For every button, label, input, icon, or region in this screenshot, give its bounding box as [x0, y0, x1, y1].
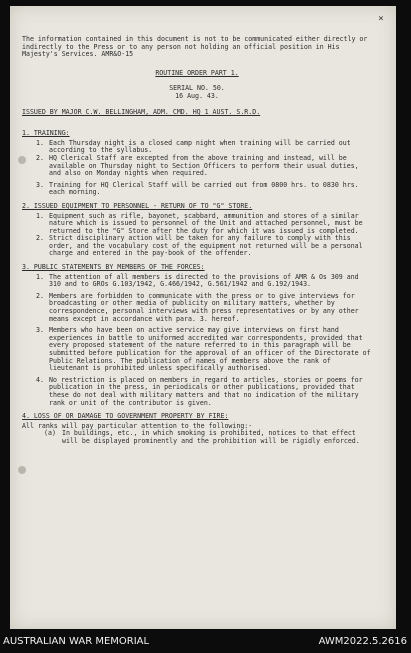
item-text: The attention of all members is directed to the provisions of AMR & Os 309 and 310 and to GROs G.103/1942, G.466/1942, G.561/1942 and G.192/1943.	[49, 272, 359, 289]
list-item	[22, 235, 372, 258]
item-text: Strict disciplinary action will be taken for any failure to comply with this order, and the vocabulary cost of the equipment not returned will be a personal charge and entered in the pay-book of the offender.	[49, 234, 363, 258]
list-item	[22, 430, 372, 445]
item-number: 2.	[36, 153, 44, 162]
item-text: In buildings, etc., in which smoking is prohibited, notices to that effect will be displayed prominently and the prohibition will be rigidly enforced.	[62, 429, 360, 445]
section-heading: 2. ISSUED EQUIPMENT TO PERSONNEL - RETURN OF TO "G" STORE.	[22, 201, 253, 210]
item-number: 3.	[36, 180, 44, 189]
item-text: HQ Clerical Staff are excepted from the above training and instead, will be available on Thursday night to Section Officers to perform their usual duties, and also on Monday nights when required.	[49, 153, 359, 178]
list-item	[22, 327, 372, 373]
list-item	[22, 155, 372, 178]
item-number: 3.	[36, 326, 44, 335]
corner-mark: ×	[378, 14, 384, 24]
item-number: 1.	[36, 138, 44, 147]
document-title: ROUTINE ORDER PART 1.	[155, 68, 239, 77]
confidentiality-notice: The information contained in this document is not to be communicated either directly or indirectly to the Press or to any person not holding an official position in His Majesty's Services. AMR&O-15	[22, 35, 368, 59]
item-number: (a)	[44, 429, 56, 438]
item-text: Training for HQ Clerical Staff will be carried out from 0800 hrs. to 0830 hrs. each morning.	[49, 180, 359, 197]
punch-hole	[18, 466, 26, 474]
section-issued-equipment	[22, 203, 372, 258]
section-heading: 4. LOSS OF OR DAMAGE TO GOVERNMENT PROPERTY BY FIRE:	[22, 412, 229, 421]
item-text: Equipment such as rifle, bayonet, scabbard, ammunition and stores of a similar nature which is issued to personnel of the Unit and attached personnel, must be returned to the "G" Store after the duty for which it was issued is completed.	[49, 211, 363, 235]
item-text: No restriction is placed on members in regard to articles, stories or poems for publication in the press, in periodicals or other publications, provided that these do not deal with military matters and that no indication of the military rank or unit of the contributor is given.	[49, 375, 363, 407]
item-number: 4.	[36, 375, 44, 384]
list-item	[22, 377, 372, 407]
item-text: Members are forbidden to communicate with the press or to give interviews for broadcasting or other media of publicity on military matters, whether by correspondence, personal interviews with press representatives or by any other means except in accordance with para. 3. hereof.	[49, 291, 359, 323]
archive-reference: AWM2022.5.2616	[318, 636, 407, 647]
item-number: 1.	[36, 211, 44, 220]
list-item	[22, 140, 372, 155]
item-number: 2.	[36, 291, 44, 300]
section-training	[22, 130, 372, 197]
section-heading: 3. PUBLIC STATEMENTS BY MEMBERS OF THE FORCES:	[22, 263, 205, 272]
issued-by: ISSUED BY MAJOR C.W. BELLINGHAM, ADM. CMD. HQ 1 AUST. S.R.D.	[22, 107, 261, 116]
document-body	[22, 36, 372, 446]
list-item	[22, 293, 372, 323]
list-item	[22, 182, 372, 197]
archive-name: AUSTRALIAN WAR MEMORIAL	[3, 636, 150, 647]
item-text: Each Thursday night is a closed camp night when training will be carried out according to the syllabus.	[49, 138, 351, 155]
list-item	[22, 274, 372, 289]
serial-number: SERIAL NO. 50.	[169, 84, 225, 93]
section-public-statements	[22, 264, 372, 407]
document-date: 16 Aug. 43.	[175, 91, 219, 100]
section-heading: 1. TRAINING:	[22, 129, 70, 138]
item-text: Members who have been on active service may give interviews on first hand experiences in battle to uniformed accredited war correspondents, provided that every proposed statement of the nature referred to in this paragraph will be submitted before publication for the approval of an officer of the Directorate of Public Relations. The publication of names of members above the rank of lieutenant is prohibited unless specifically authorised.	[49, 326, 371, 373]
item-number: 1.	[36, 272, 44, 281]
list-item	[22, 213, 372, 236]
section-fire-loss	[22, 413, 372, 445]
archive-footer	[0, 632, 411, 653]
section-intro: All ranks will pay particular attention to the following:-	[22, 421, 253, 430]
item-number: 2.	[36, 234, 44, 243]
